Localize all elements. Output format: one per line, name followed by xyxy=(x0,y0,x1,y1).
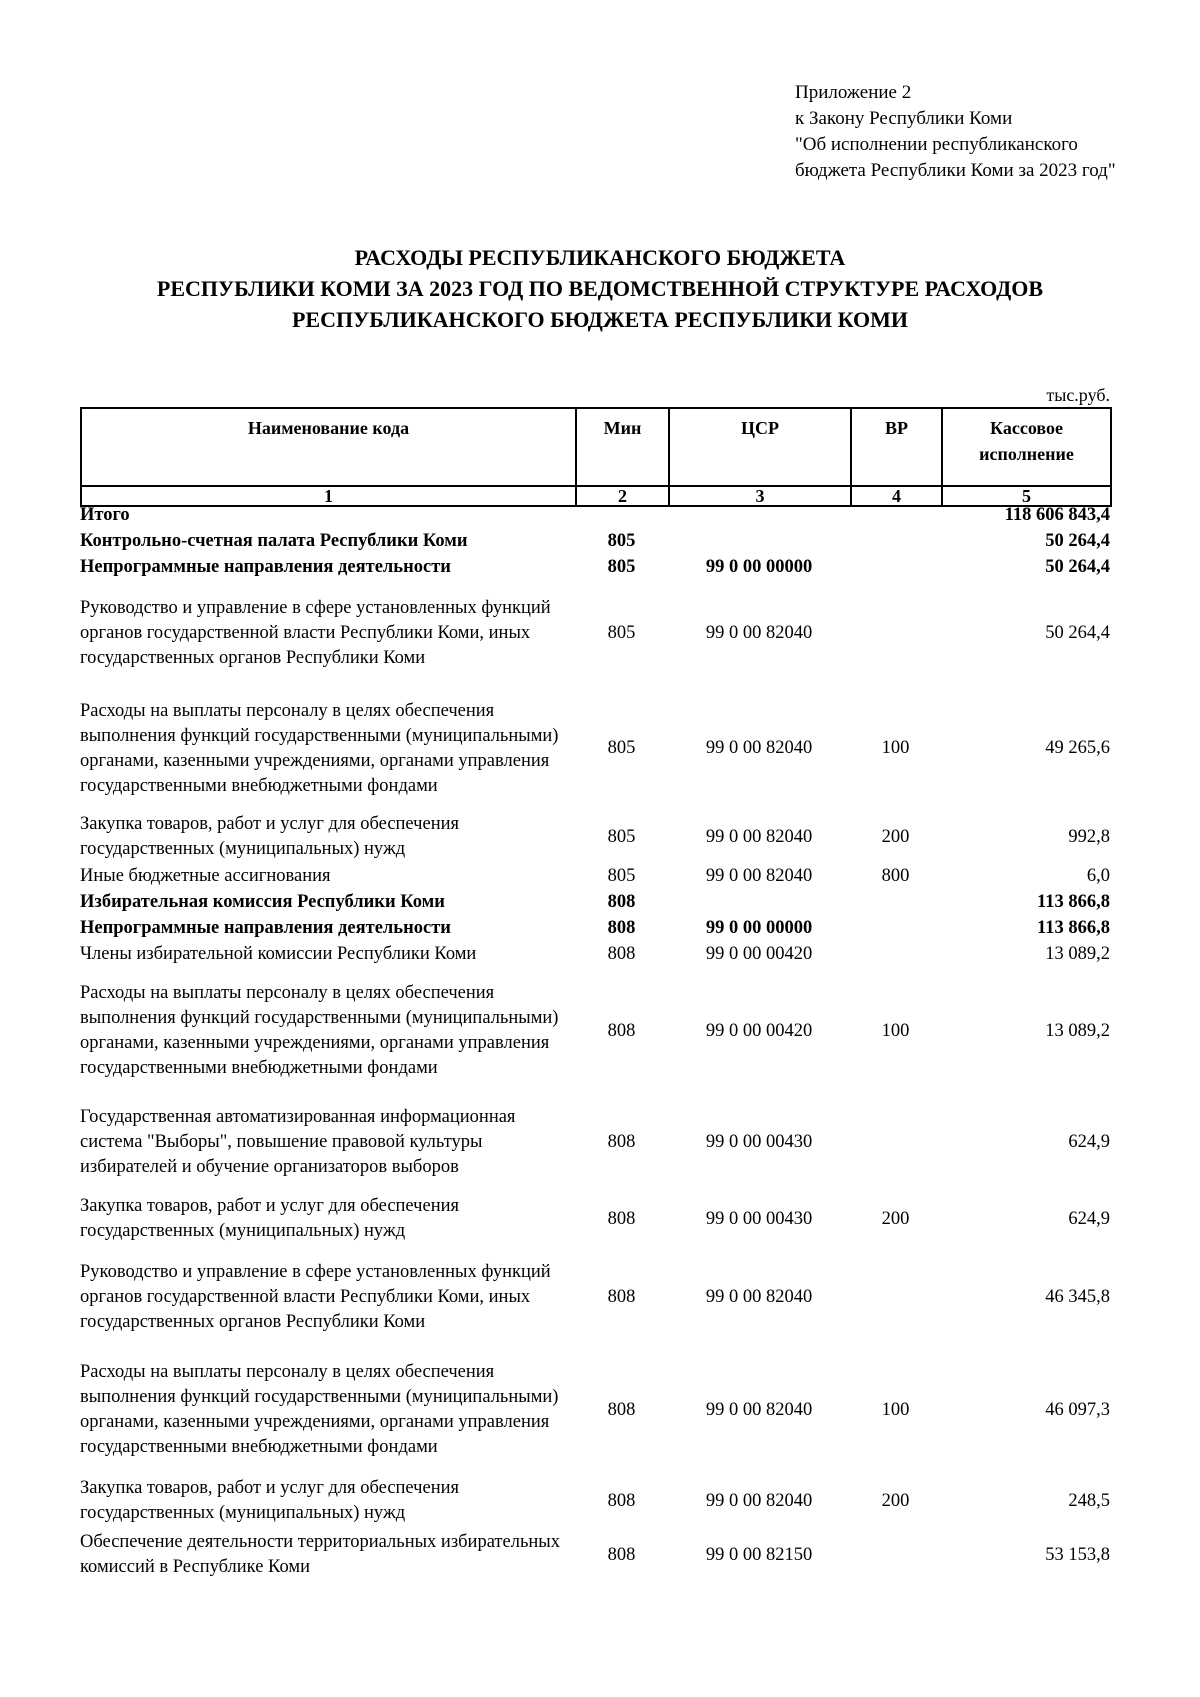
row-amount: 46 097,3 xyxy=(1045,1399,1110,1420)
table-row xyxy=(80,554,1110,580)
row-amount: 624,9 xyxy=(1068,1208,1110,1229)
row-csr: 99 0 00 82040 xyxy=(705,1286,813,1307)
row-name: Члены избирательной комиссии Республики Коми xyxy=(80,943,477,964)
row-csr: 99 0 00 82040 xyxy=(705,1399,813,1420)
table-row xyxy=(80,915,1110,941)
header-csr: ЦСР xyxy=(669,408,851,486)
row-csr xyxy=(668,503,850,528)
expenses-table xyxy=(80,503,1110,1582)
row-min: 808 xyxy=(607,1132,636,1152)
row-name: Закупка товаров, работ и услуг для обеспечения государственных (муниципальных) нужд xyxy=(80,1478,460,1523)
table-row xyxy=(80,967,1110,1095)
row-min: 808 xyxy=(607,1286,636,1307)
col-number: 3 xyxy=(669,486,851,506)
table-row xyxy=(80,1190,1110,1248)
row-min: 808 xyxy=(607,917,636,938)
row-min: 808 xyxy=(607,1020,636,1041)
row-min: 808 xyxy=(607,1544,636,1565)
row-name: Непрограммные направления деятельности xyxy=(80,556,451,577)
table-row xyxy=(80,863,1110,889)
row-name: Иные бюджетные ассигнования xyxy=(80,865,331,886)
appendix-line: Приложение 2 xyxy=(795,82,912,103)
row-csr: 99 0 00 00000 xyxy=(705,917,813,938)
header-name: Наименование кода xyxy=(81,408,576,486)
row-amount: 53 153,8 xyxy=(1045,1544,1110,1565)
units-label: тыс.руб. xyxy=(1046,385,1110,405)
table-row xyxy=(80,941,1110,967)
row-vr xyxy=(850,528,941,554)
header-min: Мин xyxy=(576,408,669,486)
col-number: 4 xyxy=(851,486,942,506)
row-csr: 99 0 00 82040 xyxy=(705,622,813,643)
row-min: 805 xyxy=(607,738,636,758)
row-amount: 46 345,8 xyxy=(1045,1286,1110,1307)
row-vr xyxy=(850,1528,941,1582)
table-row xyxy=(80,528,1110,554)
table-row xyxy=(80,1248,1110,1346)
table-row xyxy=(80,1346,1110,1474)
row-csr: 99 0 00 82040 xyxy=(705,865,813,886)
row-amount: 118 606 843,4 xyxy=(1004,505,1110,525)
row-name: Руководство и управление в сфере установленных функций органов государственной власти Республики Коми, иных государственных органов Республики Коми xyxy=(80,1261,551,1332)
title-line: РАСХОДЫ РЕСПУБЛИКАНСКОГО БЮДЖЕТА xyxy=(354,245,846,270)
row-csr: 99 0 00 00420 xyxy=(705,943,813,964)
row-csr: 99 0 00 82150 xyxy=(705,1544,813,1565)
appendix-line: бюджета Республики Коми за 2023 год" xyxy=(795,160,1116,181)
row-name: Расходы на выплаты персоналу в целях обеспечения выполнения функций государственными (муниципальными) органами, казенными учреждениями, органами управления государственными внебюджетными фондами xyxy=(80,700,559,796)
table-row xyxy=(80,1095,1110,1190)
col-number: 1 xyxy=(81,486,576,506)
row-vr: 100 xyxy=(881,1399,910,1420)
header-amount-line: Кассовое xyxy=(990,418,1063,438)
table-row xyxy=(80,811,1110,863)
row-name: Контрольно-счетная палата Республики Коми xyxy=(80,530,468,551)
header-vr: ВР xyxy=(851,408,942,486)
row-name: Руководство и управление в сфере установленных функций органов государственной власти Республики Коми, иных государственных органов Республики Коми xyxy=(80,597,551,668)
row-vr xyxy=(850,941,941,967)
appendix-line: к Закону Республики Коми xyxy=(795,108,1013,129)
row-min: 805 xyxy=(607,865,636,886)
row-csr: 99 0 00 00430 xyxy=(705,1208,813,1229)
row-csr: 99 0 00 82040 xyxy=(705,826,813,847)
row-min: 808 xyxy=(607,1490,636,1511)
row-amount: 113 866,8 xyxy=(1037,891,1110,912)
appendix-line: "Об исполнении республиканского xyxy=(795,134,1078,155)
row-csr xyxy=(668,889,850,915)
title-line: РЕСПУБЛИКАНСКОГО БЮДЖЕТА РЕСПУБЛИКИ КОМИ xyxy=(291,307,909,332)
row-min xyxy=(575,503,668,528)
row-min: 808 xyxy=(607,1208,636,1229)
row-min: 805 xyxy=(607,556,636,577)
row-min: 808 xyxy=(607,1399,636,1420)
row-amount: 50 264,4 xyxy=(1045,622,1110,643)
row-name: Закупка товаров, работ и услуг для обеспечения государственных (муниципальных) нужд xyxy=(80,814,460,859)
table-row xyxy=(80,503,1110,528)
row-amount: 13 089,2 xyxy=(1045,943,1110,964)
row-min: 805 xyxy=(607,622,636,643)
row-vr: 200 xyxy=(881,826,910,847)
title-line: РЕСПУБЛИКИ КОМИ ЗА 2023 ГОД ПО ВЕДОМСТВЕННОЙ СТРУКТУРЕ РАСХОДОВ xyxy=(156,276,1044,301)
row-amount: 13 089,2 xyxy=(1045,1020,1110,1041)
row-amount: 50 264,4 xyxy=(1045,556,1110,577)
row-vr: 200 xyxy=(881,1208,910,1229)
row-csr xyxy=(668,528,850,554)
row-min: 805 xyxy=(607,530,636,551)
document-title xyxy=(0,242,1200,335)
row-csr: 99 0 00 00000 xyxy=(705,556,813,577)
row-amount: 6,0 xyxy=(1086,865,1110,886)
row-name: Итого xyxy=(80,505,130,525)
row-amount: 50 264,4 xyxy=(1045,530,1110,551)
row-name: Обеспечение деятельности территориальных избирательных комиссий в Республике Коми xyxy=(80,1532,560,1577)
table-row xyxy=(80,686,1110,811)
row-amount: 113 866,8 xyxy=(1037,917,1110,938)
row-vr: 800 xyxy=(881,865,910,886)
row-amount: 49 265,6 xyxy=(1045,738,1110,758)
row-vr xyxy=(850,889,941,915)
header-amount xyxy=(942,408,1111,486)
row-name: Непрограммные направления деятельности xyxy=(80,917,451,938)
table-row xyxy=(80,1528,1110,1582)
row-min: 808 xyxy=(607,943,636,964)
table-row xyxy=(80,580,1110,686)
row-amount: 624,9 xyxy=(1068,1132,1110,1152)
row-vr: 100 xyxy=(881,1020,910,1041)
row-vr: 200 xyxy=(881,1490,910,1511)
row-min: 808 xyxy=(607,891,636,912)
row-vr xyxy=(850,554,941,580)
row-name: Расходы на выплаты персоналу в целях обеспечения выполнения функций государственными (муниципальными) органами, казенными учреждениями, органами управления государственными внебюджетными фондами xyxy=(80,983,559,1078)
row-csr: 99 0 00 82040 xyxy=(705,1490,813,1511)
row-vr xyxy=(850,580,941,686)
row-vr xyxy=(850,915,941,941)
table-row xyxy=(80,889,1110,915)
header-amount-line: исполнение xyxy=(979,444,1074,464)
table-header xyxy=(80,407,1112,507)
row-name: Избирательная комиссия Республики Коми xyxy=(80,891,445,912)
row-vr xyxy=(850,1248,941,1346)
col-number: 2 xyxy=(576,486,669,506)
table-row xyxy=(80,1474,1110,1528)
col-number: 5 xyxy=(942,486,1111,506)
row-amount: 248,5 xyxy=(1068,1490,1110,1511)
row-csr: 99 0 00 00420 xyxy=(705,1020,813,1041)
row-name: Закупка товаров, работ и услуг для обеспечения государственных (муниципальных) нужд xyxy=(80,1196,460,1241)
row-min: 805 xyxy=(607,826,636,847)
row-name: Расходы на выплаты персоналу в целях обеспечения выполнения функций государственными (муниципальными) органами, казенными учреждениями, органами управления государственными внебюджетными фондами xyxy=(80,1362,559,1457)
appendix-note xyxy=(795,80,1175,184)
row-csr: 99 0 00 00430 xyxy=(705,1132,813,1152)
row-vr: 100 xyxy=(881,738,910,758)
row-amount: 992,8 xyxy=(1068,826,1110,847)
row-csr: 99 0 00 82040 xyxy=(705,738,813,758)
row-vr xyxy=(850,1095,941,1190)
row-vr xyxy=(850,503,941,528)
row-name: Государственная автоматизированная информационная система "Выборы", повышение правовой культуры избирателей и обучение организаторов выборов xyxy=(80,1107,516,1177)
